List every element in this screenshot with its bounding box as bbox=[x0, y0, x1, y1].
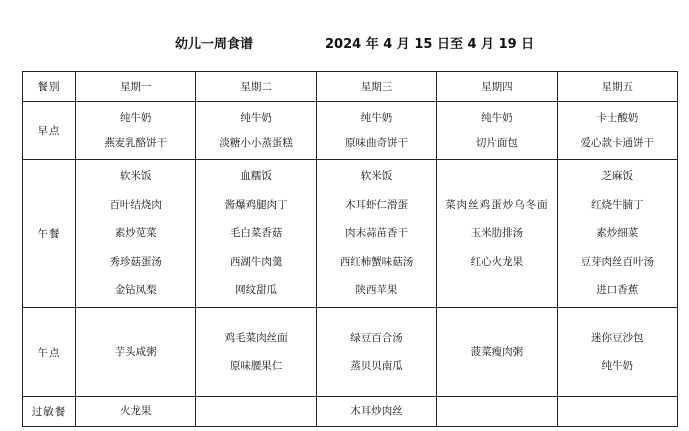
menu-item: 酱爆鸡腿肉丁 bbox=[224, 198, 288, 211]
menu-item: 木耳炒肉丝 bbox=[350, 405, 403, 417]
day-header-wednesday: 星期三 bbox=[316, 72, 436, 102]
menu-item: 迷你豆沙包 bbox=[591, 332, 644, 344]
breakfast-label: 早点 bbox=[23, 102, 76, 160]
menu-item: 红心火龙果 bbox=[470, 255, 524, 268]
day-header-monday: 星期一 bbox=[76, 72, 196, 102]
breakfast-thursday-cell bbox=[437, 102, 557, 160]
menu-item: 金钻凤梨 bbox=[114, 284, 157, 297]
row-lunch bbox=[23, 160, 678, 308]
breakfast-friday-cell bbox=[557, 102, 677, 160]
menu-item: 网纹甜瓜 bbox=[235, 284, 278, 297]
allergy-meal-friday-cell bbox=[557, 397, 677, 427]
menu-item: 纯牛奶 bbox=[481, 111, 513, 124]
menu-item: 菠菜瘦肉粥 bbox=[470, 346, 524, 358]
menu-item: 纯牛奶 bbox=[360, 111, 393, 124]
menu-item: 纯牛奶 bbox=[601, 360, 633, 372]
afternoon-snack-friday-cell bbox=[557, 308, 677, 397]
day-header-tuesday: 星期二 bbox=[196, 72, 316, 102]
afternoon-snack-tuesday-cell bbox=[196, 308, 316, 397]
menu-item: 软米饭 bbox=[119, 170, 152, 183]
menu-item: 芋头咸粥 bbox=[114, 346, 157, 358]
row-afternoon-snack bbox=[23, 308, 678, 397]
menu-item: 木耳虾仁滑蛋 bbox=[344, 198, 408, 211]
menu-item: 菜肉丝鸡蛋炒乌冬面 bbox=[445, 198, 549, 211]
menu-item: 豆芽肉丝百叶汤 bbox=[580, 255, 654, 268]
menu-item: 进口香蕉 bbox=[596, 284, 639, 297]
menu-item: 鸡毛菜肉丝面 bbox=[224, 332, 288, 344]
afternoon-snack-wednesday-cell bbox=[316, 308, 436, 397]
afternoon-snack-thursday-cell bbox=[437, 308, 557, 397]
menu-item: 绿豆百合汤 bbox=[350, 332, 403, 344]
menu-item: 纯牛奶 bbox=[119, 111, 152, 124]
menu-item: 素炒苋菜 bbox=[114, 227, 157, 240]
menu-item: 血糯饭 bbox=[240, 170, 272, 183]
menu-item: 软米饭 bbox=[360, 170, 393, 183]
menu-item: 秀珍菇蛋汤 bbox=[109, 255, 162, 268]
page-title: 幼儿一周食谱 bbox=[175, 37, 254, 52]
day-header-thursday: 星期四 bbox=[437, 72, 557, 102]
menu-item: 淡糖小小蒸蛋糕 bbox=[219, 136, 293, 149]
menu-item: 百叶结烧肉 bbox=[109, 198, 162, 211]
row-allergy-meal bbox=[23, 397, 678, 427]
menu-item: 爱心款卡通饼干 bbox=[580, 136, 654, 149]
date-range: 2024 年 4 月 15 日至 4 月 19 日 bbox=[325, 37, 535, 52]
weekly-menu-table bbox=[22, 71, 678, 427]
breakfast-wednesday-cell bbox=[316, 102, 436, 160]
allergy-meal-thursday-cell bbox=[437, 397, 557, 427]
lunch-label: 午餐 bbox=[23, 160, 76, 308]
row-breakfast bbox=[23, 102, 678, 160]
allergy-meal-tuesday-cell bbox=[196, 397, 316, 427]
menu-item: 肉末蒜苗香干 bbox=[344, 227, 408, 240]
lunch-thursday-cell bbox=[437, 160, 557, 308]
menu-item: 纯牛奶 bbox=[240, 111, 272, 124]
lunch-wednesday-cell bbox=[316, 160, 436, 308]
lunch-friday-cell bbox=[557, 160, 677, 308]
menu-item: 素炒细菜 bbox=[596, 227, 639, 240]
menu-item: 毛白菜香菇 bbox=[229, 227, 283, 240]
menu-item: 火龙果 bbox=[119, 405, 152, 417]
menu-item: 西湖牛肉羹 bbox=[229, 255, 283, 268]
breakfast-tuesday-cell bbox=[196, 102, 316, 160]
afternoon-snack-label: 午点 bbox=[23, 308, 76, 397]
lunch-tuesday-cell bbox=[196, 160, 316, 308]
menu-item: 卡士酸奶 bbox=[596, 111, 639, 124]
menu-item: 切片面包 bbox=[475, 136, 518, 149]
menu-item: 红烧牛腩丁 bbox=[591, 198, 644, 211]
menu-item: 陕西苹果 bbox=[355, 284, 398, 297]
allergy-meal-wednesday-cell bbox=[316, 397, 436, 427]
corner-header: 餐别 bbox=[23, 72, 76, 102]
menu-item: 原味腰果仁 bbox=[229, 360, 283, 372]
title-row bbox=[0, 33, 689, 53]
menu-item: 芝麻饭 bbox=[601, 170, 633, 183]
menu-item: 西红柿蟹味菇汤 bbox=[339, 255, 414, 268]
menu-item: 原味曲奇饼干 bbox=[344, 136, 408, 149]
menu-item: 玉米肋排汤 bbox=[470, 227, 524, 240]
header-row bbox=[23, 72, 678, 102]
breakfast-monday-cell bbox=[76, 102, 196, 160]
allergy-meal-monday-cell bbox=[76, 397, 196, 427]
menu-item: 燕麦乳酪饼干 bbox=[104, 136, 168, 149]
menu-item: 蒸贝贝南瓜 bbox=[350, 360, 403, 372]
allergy-meal-label: 过敏餐 bbox=[23, 397, 76, 427]
afternoon-snack-monday-cell bbox=[76, 308, 196, 397]
lunch-monday-cell bbox=[76, 160, 196, 308]
day-header-friday: 星期五 bbox=[557, 72, 677, 102]
